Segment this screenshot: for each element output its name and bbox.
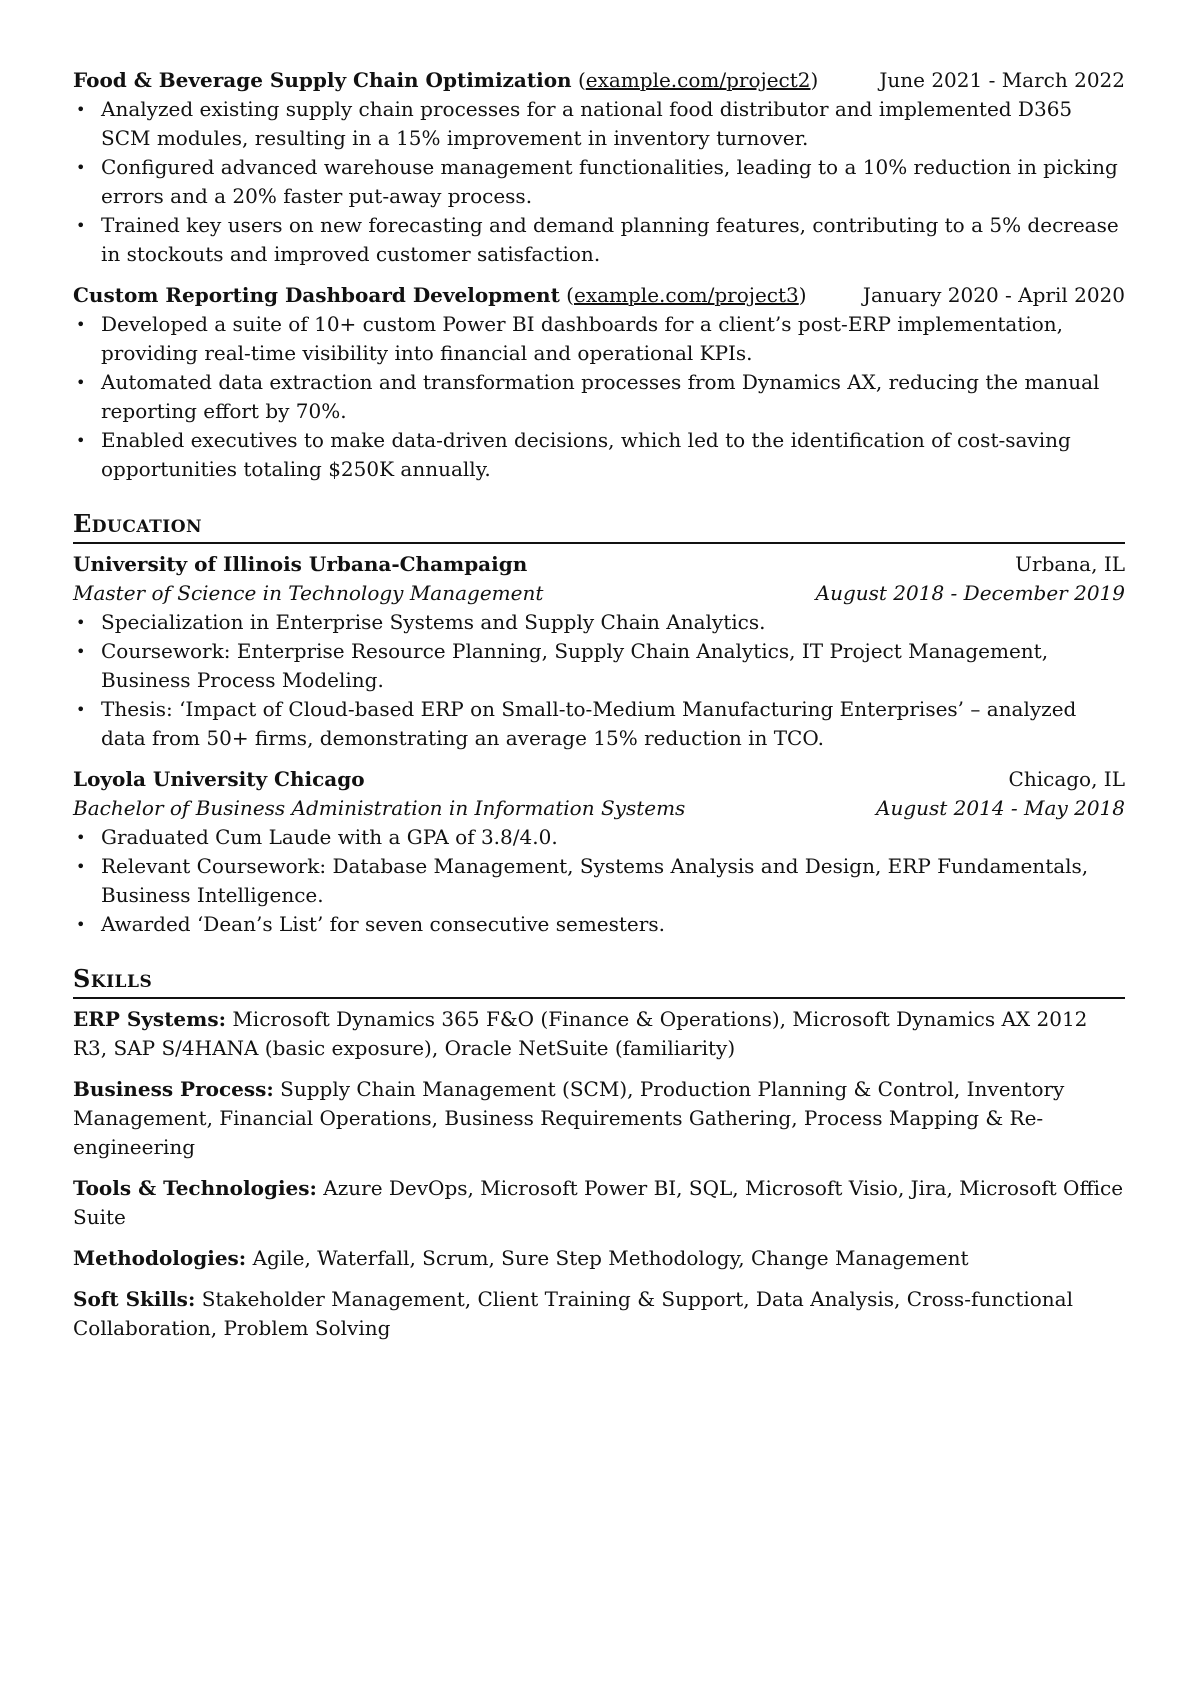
skill-label: Soft Skills: bbox=[73, 1287, 196, 1311]
bullet-item: • Automated data extraction and transformation processes from Dynamics AX, reducing the manual reporting effort by 70%. bbox=[73, 368, 1125, 426]
education-entry bbox=[73, 765, 1125, 939]
bullet-item: • Awarded ‘Dean’s List’ for seven consecutive semesters. bbox=[73, 910, 1125, 939]
degree-row bbox=[73, 794, 1125, 823]
school-name: University of Illinois Urbana-Champaign bbox=[73, 552, 528, 576]
bullet-item: • Graduated Cum Laude with a GPA of 3.8/4.0. bbox=[73, 823, 1125, 852]
skill-group bbox=[73, 1005, 1125, 1063]
bullet-item: • Coursework: Enterprise Resource Planning, Supply Chain Analytics, IT Project Management, Business Process Modeling. bbox=[73, 637, 1125, 695]
project-dates: January 2020 - April 2020 bbox=[862, 283, 1125, 307]
bullet-item: • Relevant Coursework: Database Management, Systems Analysis and Design, ERP Fundamentals, Business Intelligence. bbox=[73, 852, 1125, 910]
education-bullets bbox=[73, 608, 1125, 753]
skill-text: Supply Chain Management (SCM), Production Planning & Control, Inventory Management, Financial Operations, Business Requirements Gathering, Process Mapping & Re-engineering bbox=[73, 1077, 1065, 1159]
school-location: Chicago, IL bbox=[1008, 767, 1125, 791]
skill-text: Azure DevOps, Microsoft Power BI, SQL, Microsoft Visio, Jira, Microsoft Office Suite bbox=[73, 1176, 1124, 1229]
school-header bbox=[73, 550, 1125, 579]
degree-dates: August 2014 - May 2018 bbox=[876, 796, 1125, 820]
bullet-item: • Analyzed existing supply chain processes for a national food distributor and implemented D365 SCM modules, resulting in a 15% improvement in inventory turnover. bbox=[73, 95, 1125, 153]
bullet-item: • Thesis: ‘Impact of Cloud-based ERP on Small-to-Medium Manufacturing Enterprises’ – analyzed data from 50+ firms, demonstrating an average 15% reduction in TCO. bbox=[73, 695, 1125, 753]
school-name: Loyola University Chicago bbox=[73, 767, 365, 791]
education-entry bbox=[73, 550, 1125, 753]
degree-name: Master of Science in Technology Management bbox=[73, 581, 544, 605]
project-link[interactable]: example.com/project3 bbox=[574, 283, 799, 307]
school-location: Urbana, IL bbox=[1015, 552, 1125, 576]
skill-label: ERP Systems: bbox=[73, 1007, 226, 1031]
project-bullets bbox=[73, 310, 1125, 484]
education-heading: Education bbox=[73, 508, 1125, 544]
project-link[interactable]: example.com/project2 bbox=[585, 68, 811, 92]
skill-label: Tools & Technologies: bbox=[73, 1176, 317, 1200]
skills-heading: Skills bbox=[73, 963, 1125, 999]
bullet-item: • Configured advanced warehouse management functionalities, leading to a 10% reduction in picking errors and a 20% faster put-away process. bbox=[73, 153, 1125, 211]
resume-page bbox=[73, 66, 1125, 1355]
school-header bbox=[73, 765, 1125, 794]
project-title-line: Food & Beverage Supply Chain Optimization (example.com/project2) bbox=[73, 68, 819, 92]
skill-group bbox=[73, 1285, 1125, 1343]
skill-group bbox=[73, 1075, 1125, 1162]
project-entry bbox=[73, 66, 1125, 269]
degree-dates: August 2018 - December 2019 bbox=[815, 581, 1125, 605]
skill-text: Microsoft Dynamics 365 F&O (Finance & Operations), Microsoft Dynamics AX 2012 R3, SAP S/4HANA (basic exposure), Oracle NetSuite (familiarity) bbox=[73, 1007, 1088, 1060]
skill-group bbox=[73, 1174, 1125, 1232]
project-bullets bbox=[73, 95, 1125, 269]
education-bullets bbox=[73, 823, 1125, 939]
project-header bbox=[73, 281, 1125, 310]
bullet-item: • Trained key users on new forecasting and demand planning features, contributing to a 5% decrease in stockouts and improved customer satisfaction. bbox=[73, 211, 1125, 269]
degree-row bbox=[73, 579, 1125, 608]
skill-group bbox=[73, 1244, 1125, 1273]
project-title-line: Custom Reporting Dashboard Development (example.com/project3) bbox=[73, 283, 807, 307]
skill-label: Business Process: bbox=[73, 1077, 274, 1101]
project-title: Food & Beverage Supply Chain Optimization bbox=[73, 68, 572, 92]
skill-label: Methodologies: bbox=[73, 1246, 247, 1270]
skill-text: Stakeholder Management, Client Training & Support, Data Analysis, Cross-functional Collaboration, Problem Solving bbox=[73, 1287, 1073, 1340]
bullet-item: • Specialization in Enterprise Systems and Supply Chain Analytics. bbox=[73, 608, 1125, 637]
project-header bbox=[73, 66, 1125, 95]
project-entry bbox=[73, 281, 1125, 484]
bullet-item: • Developed a suite of 10+ custom Power BI dashboards for a client’s post-ERP implementation, providing real-time visibility into financial and operational KPIs. bbox=[73, 310, 1125, 368]
project-dates: June 2021 - March 2022 bbox=[879, 68, 1125, 92]
bullet-item: • Enabled executives to make data-driven decisions, which led to the identification of cost-saving opportunities totaling $250K annually. bbox=[73, 426, 1125, 484]
skill-text: Agile, Waterfall, Scrum, Sure Step Methodology, Change Management bbox=[252, 1246, 969, 1270]
project-title: Custom Reporting Dashboard Development bbox=[73, 283, 560, 307]
degree-name: Bachelor of Business Administration in Information Systems bbox=[73, 796, 686, 820]
